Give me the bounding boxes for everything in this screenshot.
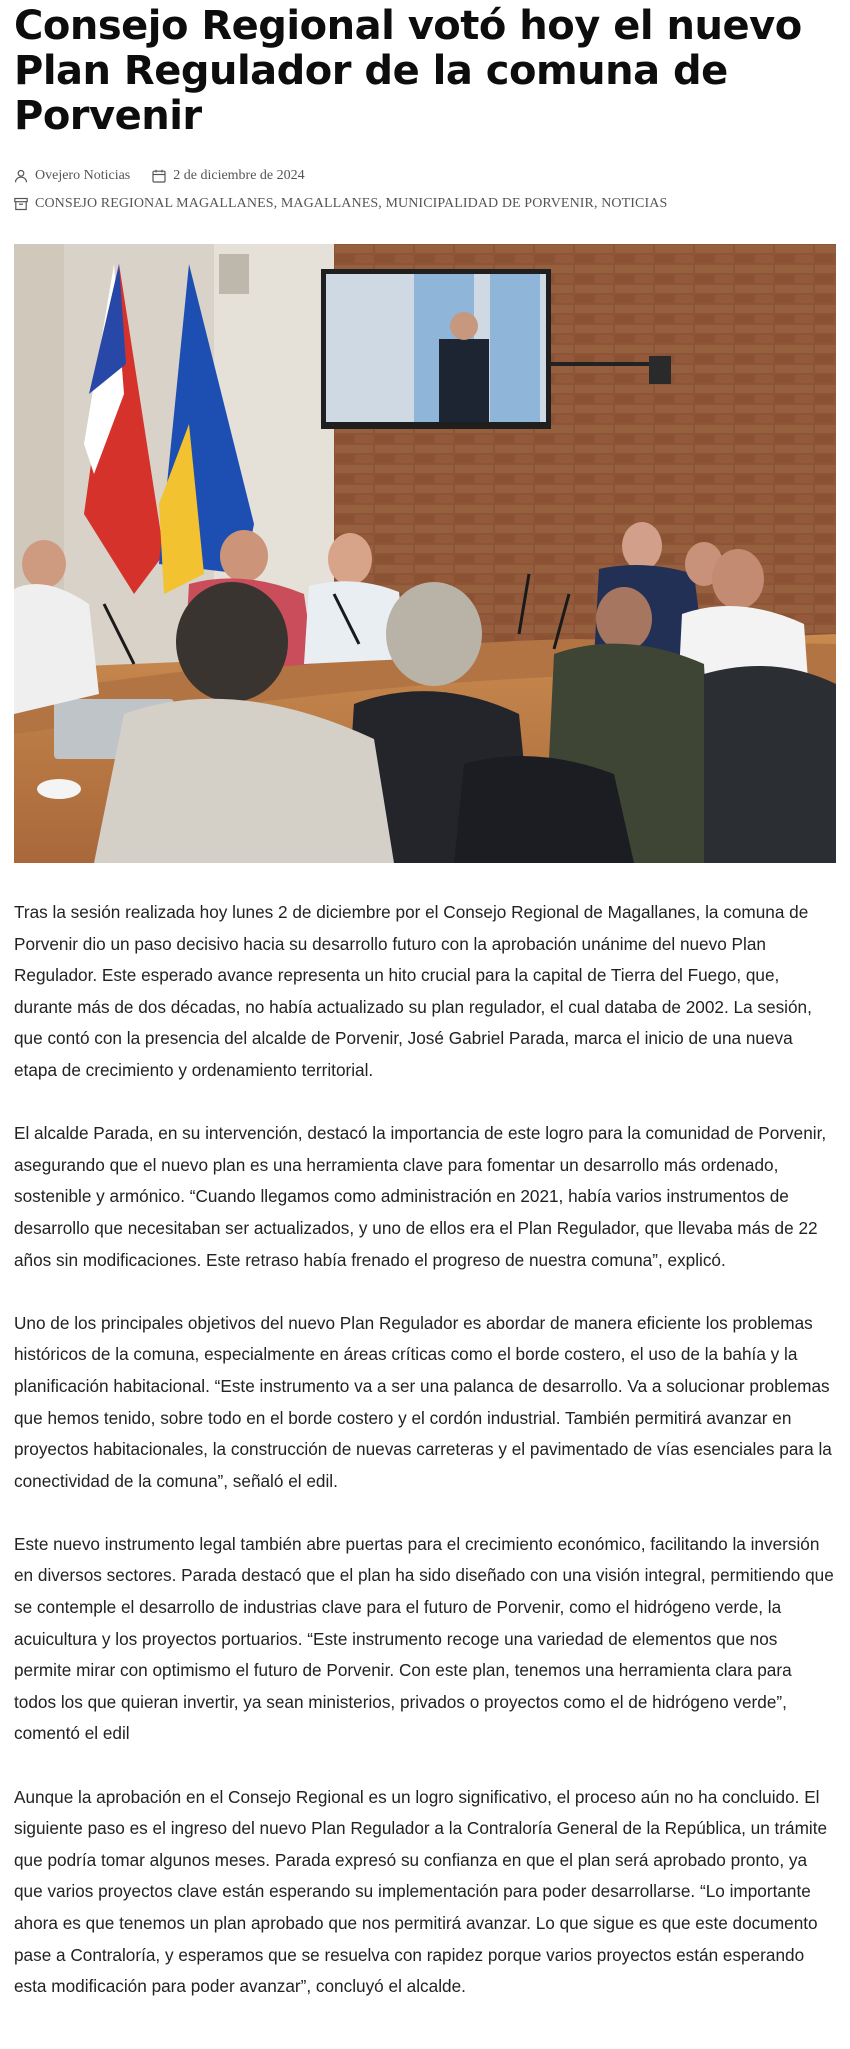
article-title: Consejo Regional votó hoy el nuevo Plan Regulador de la comuna de Porvenir xyxy=(14,3,802,139)
article-body xyxy=(14,897,836,2034)
calendar-icon xyxy=(152,169,166,183)
paragraph: El alcalde Parada, en su intervención, destacó la importancia de este logro para la comunidad de Porvenir, asegurando que el nuevo plan es una herramienta clave para fomentar un desarrollo más ordenado, sostenible y armónico. “Cuando llegamos como administración en 2021, había varios instrumentos de desarrollo que necesitaban ser actualizados, y uno de ellos era el Plan Regulador, que llevaba más de 22 años sin modificaciones. Este retraso había frenado el progreso de nuestra comuna”, explicó. xyxy=(14,1123,827,1270)
featured-image xyxy=(14,244,836,863)
categories-meta xyxy=(14,194,836,214)
paragraph: Este nuevo instrumento legal también abre puertas para el crecimiento económico, facilitando la inversión en diversos sectores. Parada destacó que el plan ha sido diseñado con una visión integral, permitiendo que se contemple el desarrollo de industrias clave para el futuro de Porvenir, como el hidrógeno verde, la acuicultura y los proyectos portuarios. “Este instrumento recoge una variedad de elementos que nos permite mirar con optimismo el futuro de Porvenir. Con este plan, tenemos una herramienta clara para todos los que quieran invertir, ya sean ministerios, privados o proyectos como el de hidrógeno verde”, comentó el edil xyxy=(14,1533,834,1744)
paragraph: Aunque la aprobación en el Consejo Regional es un logro significativo, el proceso aún no ha concluido. El siguiente paso es el ingreso del nuevo Plan Regulador a la Contraloría General de la República, un trámite que podría tomar algunos meses. Parada expresó su confianza en que el plan será aprobado pronto, ya que varios proyectos clave están esperando su implementación para poder desarrollarse. “Lo importante ahora es que tenemos un plan aprobado que nos permitirá avanzar. Lo que sigue es que este documento pase a Contraloría, y esperamos que se resuelva con rapidez porque varios proyectos están esperando esta modificación para poder avanzar”, concluyó el alcalde. xyxy=(14,1786,828,1997)
paragraph: Uno de los principales objetivos del nuevo Plan Regulador es abordar de manera eficiente los problemas históricos de la comuna, especialmente en áreas críticas como el borde costero, el uso de la bahía y la planificación habitacional. “Este instrumento va a ser una palanca de desarrollo. Va a solucionar problemas que hemos tenido, sobre todo en el borde costero y el cordón industrial. También permitirá avanzar en proyectos habitacionales, la construcción de nuevas carreteras y el pavimentado de vías esenciales para la conectividad de la comuna”, señaló el edil. xyxy=(14,1312,832,1491)
author-meta xyxy=(14,168,130,184)
article-header xyxy=(14,0,836,214)
article-meta xyxy=(14,166,836,186)
author-link[interactable]: Ovejero Noticias xyxy=(35,168,131,183)
category-links[interactable]: CONSEJO REGIONAL MAGALLANES, MAGALLANES, MUNICIPALIDAD DE PORVENIR, NOTICIAS xyxy=(35,196,668,211)
date-link[interactable]: 2 de diciembre de 2024 xyxy=(173,168,305,183)
user-icon xyxy=(14,169,28,183)
paragraph: Tras la sesión realizada hoy lunes 2 de diciembre por el Consejo Regional de Magallanes, la comuna de Porvenir dio un paso decisivo hacia su desarrollo futuro con la aprobación unánime del nuevo Plan Regulador. Este esperado avance representa un hito crucial para la capital de Tierra del Fuego, que, durante más de dos décadas, no había actualizado su plan regulador, el cual databa de 2002. La sesión, que contó con la presencia del alcalde de Porvenir, José Gabriel Parada, marca el inicio de una nueva etapa de crecimiento y ordenamiento territorial. xyxy=(14,902,812,1080)
archive-icon xyxy=(14,197,28,211)
date-meta xyxy=(152,168,304,184)
